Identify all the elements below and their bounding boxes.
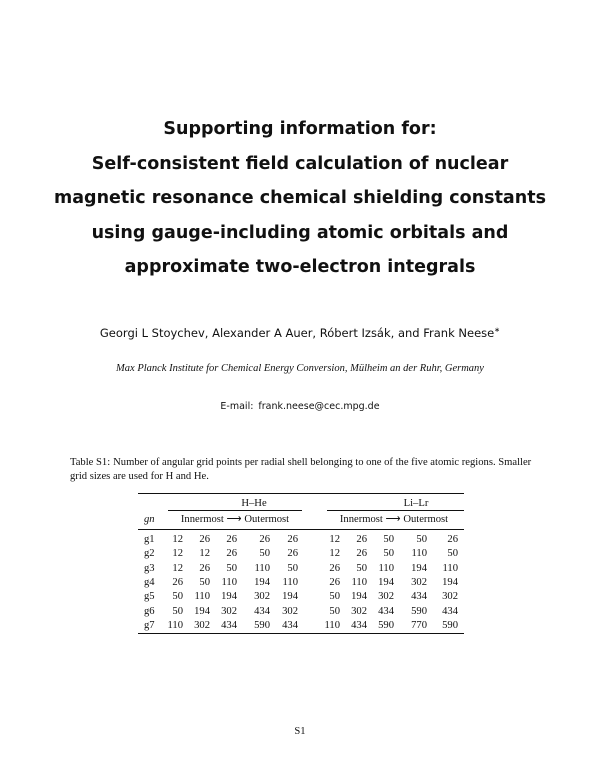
hhe-value-cell: 26	[287, 534, 298, 545]
table-bottom-rule	[138, 633, 464, 634]
hhe-value-cell: 50	[172, 591, 183, 603]
lilr-value-cell: 110	[442, 562, 458, 574]
title-line: magnetic resonance chemical shielding constants	[54, 188, 546, 208]
hhe-value-cell: 110	[282, 576, 298, 588]
lilr-value-cell: 194	[351, 591, 367, 603]
lilr-value-cell: 434	[351, 619, 367, 631]
grid-label-cell: g6	[144, 605, 155, 617]
hhe-value-cell: 194	[221, 591, 237, 603]
hhe-value-cell: 26	[226, 548, 237, 560]
lilr-value-cell: 26	[329, 562, 340, 574]
grid-label-cell: g4	[144, 576, 155, 588]
hhe-value-cell: 26	[199, 562, 210, 574]
lilr-value-cell: 302	[442, 591, 458, 603]
grid-table	[138, 493, 464, 638]
lilr-value-cell: 302	[411, 576, 427, 588]
grid-label-cell: g5	[144, 591, 155, 603]
hhe-value-cell: 110	[221, 576, 237, 588]
hhe-value-cell: 194	[282, 591, 298, 603]
hhe-value-cell: 50	[199, 576, 210, 588]
lilr-value-cell: 26	[356, 534, 367, 545]
hhe-value-cell: 12	[172, 562, 183, 574]
lilr-value-cell: 26	[356, 548, 367, 560]
lilr-value-cell: 434	[378, 605, 394, 617]
lilr-value-cell: 194	[442, 576, 458, 588]
email-label: E-mail:	[220, 401, 254, 412]
hhe-value-cell: 12	[199, 548, 210, 560]
lilr-value-cell: 50	[329, 591, 340, 603]
hhe-value-cell: 26	[199, 534, 210, 545]
lilr-value-cell: 302	[351, 605, 367, 617]
group-header-lilr: Li–Lr	[403, 498, 429, 509]
hhe-value-cell: 302	[221, 605, 237, 617]
lilr-value-cell: 110	[324, 619, 340, 631]
lilr-value-cell: 434	[442, 605, 458, 617]
lilr-value-cell: 110	[351, 576, 367, 588]
lilr-value-cell: 50	[383, 548, 394, 560]
title-line: approximate two-electron integrals	[124, 257, 476, 277]
affiliation: Max Planck Institute for Chemical Energy Conversion, Mülheim an der Ruhr, Germany	[116, 363, 484, 374]
hhe-value-cell: 194	[254, 576, 270, 588]
lilr-value-cell: 26	[329, 576, 340, 588]
grid-label-cell: g3	[144, 562, 155, 574]
hhe-value-cell: 302	[194, 619, 210, 631]
lilr-value-cell: 590	[411, 605, 427, 617]
hhe-value-cell: 50	[287, 562, 298, 574]
hhe-value-cell: 12	[172, 534, 183, 545]
hhe-value-cell: 434	[282, 619, 298, 631]
author-list	[30, 326, 570, 340]
lilr-value-cell: 194	[378, 576, 394, 588]
hhe-value-cell: 26	[287, 548, 298, 560]
lilr-value-cell: 12	[329, 534, 340, 545]
lilr-value-cell: 590	[378, 619, 394, 631]
lilr-value-cell: 110	[411, 548, 427, 560]
lilr-value-cell: 50	[383, 534, 394, 545]
lilr-value-cell: 590	[442, 619, 458, 631]
table-caption-label: Table S1:	[70, 457, 111, 468]
hhe-value-cell: 434	[221, 619, 237, 631]
author-names: Georgi L Stoychev, Alexander A Auer, Róbert Izsák, and Frank Neese	[99, 326, 495, 340]
hhe-value-cell: 434	[254, 605, 270, 617]
lilr-value-cell: 50	[447, 548, 458, 560]
title-line: Supporting information for:	[163, 119, 437, 139]
hhe-value-cell: 194	[194, 605, 210, 617]
table-header-rule	[138, 529, 464, 530]
lilr-value-cell: 50	[416, 534, 427, 545]
hhe-value-cell: 302	[254, 591, 270, 603]
hhe-value-cell: 590	[254, 619, 270, 631]
corresponding-author-mark: ∗	[494, 326, 501, 335]
lilr-value-cell: 110	[378, 562, 394, 574]
title-line: using gauge-including atomic orbitals and	[91, 222, 509, 243]
table-top-rule	[138, 493, 464, 494]
lilr-value-cell: 194	[411, 562, 427, 574]
table-caption	[70, 456, 535, 484]
grid-column-header: gn	[144, 514, 155, 525]
page-number: S1	[294, 726, 306, 737]
grid-label-cell: g2	[144, 548, 155, 560]
hhe-value-cell: 26	[172, 576, 183, 588]
email-line	[30, 401, 570, 412]
range-header-lilr: Innermost ⟶ Outermost	[339, 514, 449, 525]
hhe-value-cell: 26	[226, 534, 237, 545]
lilr-value-cell: 50	[329, 605, 340, 617]
hhe-value-cell: 50	[172, 605, 183, 617]
hhe-value-cell: 12	[172, 548, 183, 560]
title-line: Self-consistent field calculation of nuclear	[91, 153, 509, 174]
hhe-value-cell: 110	[167, 619, 183, 631]
hhe-value-cell: 26	[259, 534, 270, 545]
group-header-hhe: H–He	[241, 498, 267, 509]
group-rule-lilr	[327, 510, 464, 511]
lilr-value-cell: 770	[411, 619, 427, 631]
table-caption-text: Number of angular grid points per radial shell belonging to one of the five atomic regions. Smaller grid sizes are used for H and He.	[70, 457, 532, 482]
grid-label-cell: g1	[144, 534, 155, 545]
hhe-value-cell: 110	[194, 591, 210, 603]
paper-title	[40, 112, 560, 285]
lilr-value-cell: 12	[329, 548, 340, 560]
lilr-value-cell: 50	[356, 562, 367, 574]
group-rule-hhe	[168, 510, 302, 511]
hhe-value-cell: 50	[259, 548, 270, 560]
hhe-value-cell: 110	[254, 562, 270, 574]
hhe-value-cell: 50	[226, 562, 237, 574]
hhe-value-cell: 302	[282, 605, 298, 617]
email-address: frank.neese@cec.mpg.de	[258, 401, 380, 412]
lilr-value-cell: 302	[378, 591, 394, 603]
grid-label-cell: g7	[144, 619, 155, 631]
lilr-value-cell: 26	[447, 534, 458, 545]
lilr-value-cell: 434	[411, 591, 427, 603]
range-header-hhe: Innermost ⟶ Outermost	[180, 514, 290, 525]
